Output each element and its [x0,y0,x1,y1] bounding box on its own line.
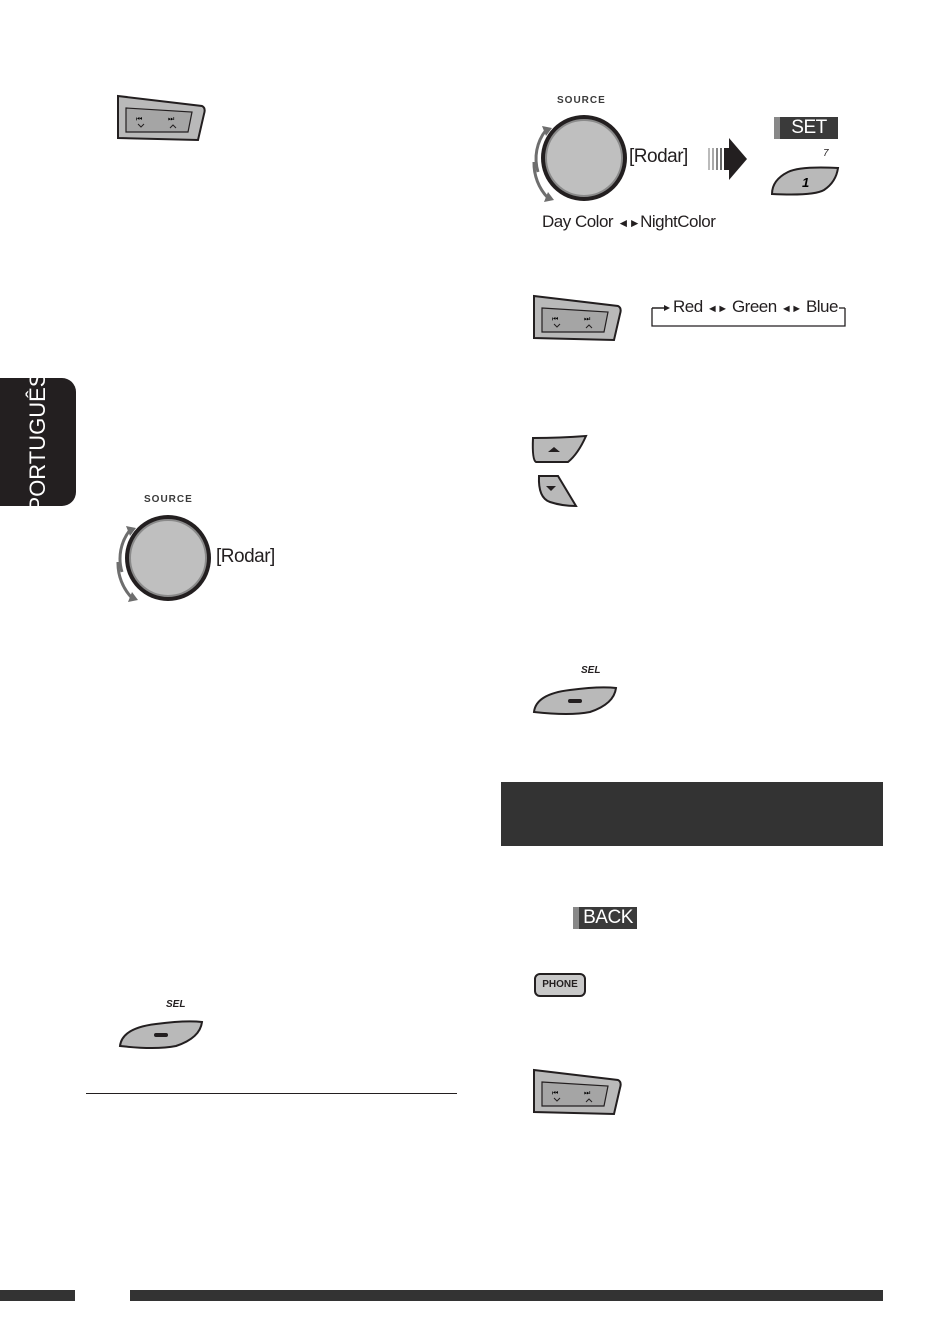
section-header-band [501,782,883,846]
back-indicator: BACK [573,907,637,929]
phone-button[interactable]: PHONE [534,973,586,997]
skip-button-top-left[interactable] [112,92,206,144]
night-color-label: NightColor [640,212,716,231]
color-blue-label: Blue [805,297,838,316]
rotate-label: [Rodar] [216,546,275,567]
preset-alt-number: 7 [823,148,829,159]
footer-bar-right [130,1290,883,1301]
section-divider [86,1093,457,1094]
preset-1-button[interactable] [768,162,842,198]
language-label: PORTUGUÊS [25,372,50,512]
day-color-label: Day Color [542,212,614,231]
previous-track-icon: ⏮ [136,115,143,123]
double-arrow-icon: ◄► [617,216,641,230]
previous-track-icon: ⏮ [552,315,559,323]
sel-label: SEL [166,999,186,1010]
color-green-label: Green [731,297,777,316]
sel-label-right: SEL [581,665,601,676]
rotate-label-right: [Rodar] [629,146,688,167]
previous-track-icon: ⏮ [552,1089,559,1097]
then-arrow-icon [707,136,747,182]
sel-button-right[interactable] [530,684,620,718]
set-indicator: SET [774,117,838,139]
svg-text:1: 1 [802,175,810,190]
next-track-icon: ⏭ [168,115,175,123]
color-red-label: Red [673,297,703,316]
footer-bar-left [0,1290,75,1301]
skip-button-right-1[interactable] [528,292,622,344]
next-track-icon: ⏭ [584,1089,591,1097]
double-arrow-icon: ◄► [780,303,802,315]
skip-button-right-2[interactable] [528,1066,622,1118]
sel-button[interactable] [116,1018,206,1052]
up-button[interactable] [530,432,590,466]
day-night-toggle-label [542,212,715,232]
color-cycle-labels [672,297,839,317]
double-arrow-icon: ◄► [706,303,728,315]
source-knob[interactable] [112,512,212,608]
down-button[interactable] [536,472,582,512]
source-label-right: SOURCE [557,95,606,106]
language-side-tab [0,372,76,512]
source-label: SOURCE [144,494,193,505]
next-track-icon: ⏭ [584,315,591,323]
source-knob-right[interactable] [528,112,628,208]
